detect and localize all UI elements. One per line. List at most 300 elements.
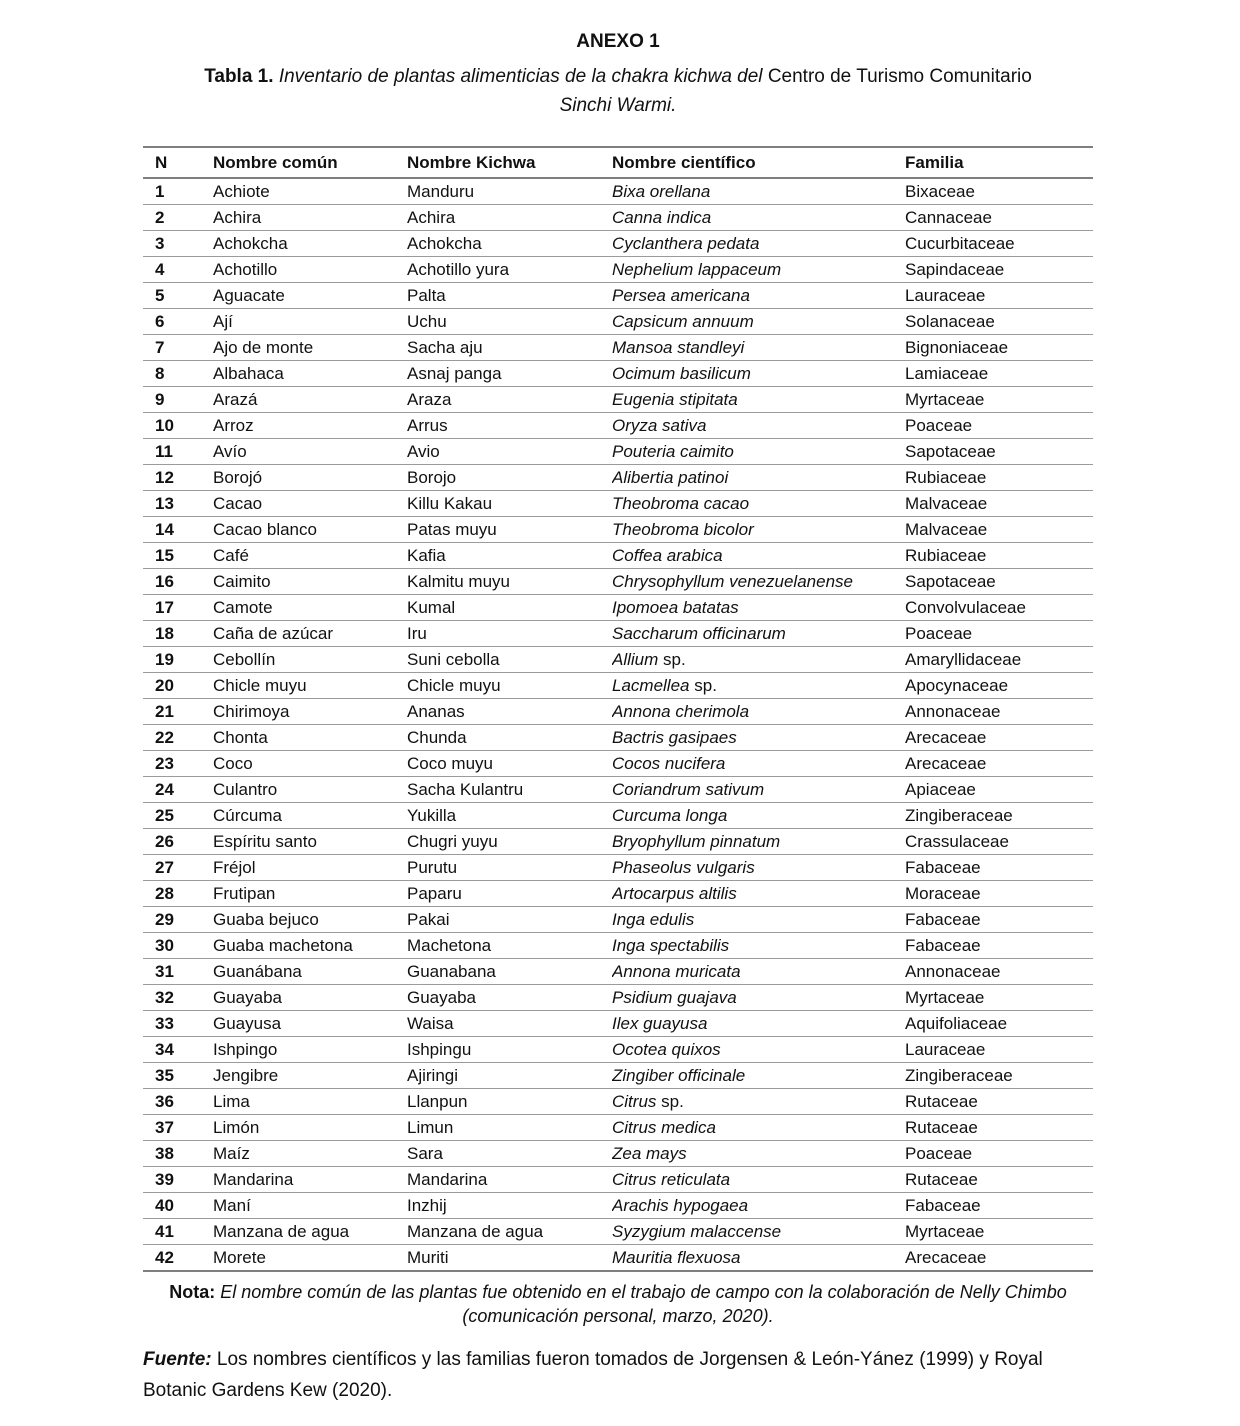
family-cell: Arecaceae — [905, 1248, 987, 1267]
header-scientific-name: Nombre científico — [612, 147, 905, 178]
scientific-name-cell — [612, 1037, 905, 1063]
caption-label: Tabla 1. — [204, 66, 274, 87]
table-row — [143, 569, 1093, 595]
row-number: 33 — [143, 1011, 213, 1037]
row-number: 10 — [143, 413, 213, 439]
common-name-cell: Coco — [213, 751, 407, 777]
family-cell: Fabaceae — [905, 1193, 1093, 1219]
family-cell: Sapotaceae — [905, 439, 1093, 465]
family-cell: Rutaceae — [905, 1167, 1093, 1193]
scientific-name-cell — [612, 933, 905, 959]
kichwa-name-cell: Machetona — [407, 933, 612, 959]
kichwa-name-cell: Coco muyu — [407, 751, 612, 777]
scientific-name-cell — [612, 465, 905, 491]
row-number: 9 — [143, 387, 213, 413]
table-row — [143, 205, 1093, 231]
source-paragraph — [143, 1344, 1093, 1406]
source-label: Fuente: — [143, 1349, 212, 1370]
scientific-name-cell — [612, 1115, 905, 1141]
common-name-cell: Chonta — [213, 725, 407, 751]
family-cell: Apiaceae — [905, 777, 1093, 803]
kichwa-name-cell: Mandarina — [407, 1167, 612, 1193]
scientific-name-cell — [612, 1011, 905, 1037]
scientific-name: Capsicum annuum — [612, 312, 754, 331]
caption-line2: Sinchi Warmi. — [559, 95, 677, 116]
common-name-cell: Cacao — [213, 491, 407, 517]
family-cell: Arecaceae — [905, 751, 1093, 777]
common-name-cell: Morete — [213, 1248, 266, 1267]
row-number: 5 — [143, 283, 213, 309]
scientific-name-cell — [612, 1219, 905, 1245]
kichwa-name-cell: Achotillo yura — [407, 257, 612, 283]
family-cell: Cannaceae — [905, 205, 1093, 231]
note-paragraph — [143, 1280, 1093, 1328]
table-row — [143, 1115, 1093, 1141]
species-abbreviation: sp. — [663, 650, 686, 669]
kichwa-name-cell: Uchu — [407, 309, 612, 335]
scientific-name: Artocarpus altilis — [612, 884, 737, 903]
row-number: 24 — [143, 777, 213, 803]
kichwa-name-cell: Chunda — [407, 725, 612, 751]
table-row — [143, 517, 1093, 543]
family-cell: Bignoniaceae — [905, 335, 1093, 361]
common-name-cell: Cúrcuma — [213, 803, 407, 829]
caption-regular-text: Centro de Turismo Comunitario — [767, 66, 1032, 87]
common-name-cell: Limón — [213, 1115, 407, 1141]
scientific-name: Inga edulis — [612, 910, 695, 929]
table-row — [143, 1089, 1093, 1115]
common-name-cell: Guayusa — [213, 1011, 407, 1037]
scientific-name: Theobroma cacao — [612, 494, 750, 513]
family-cell: Sapindaceae — [905, 257, 1093, 283]
row-number: 30 — [143, 933, 213, 959]
family-cell: Fabaceae — [905, 933, 1093, 959]
row-number: 6 — [143, 309, 213, 335]
scientific-name-cell — [612, 257, 905, 283]
row-number: 41 — [143, 1219, 213, 1245]
scientific-name: Citrus medica — [612, 1118, 716, 1137]
scientific-name-cell — [612, 491, 905, 517]
row-number: 25 — [143, 803, 213, 829]
scientific-name-cell — [612, 205, 905, 231]
row-number: 22 — [143, 725, 213, 751]
common-name-cell: Arroz — [213, 413, 407, 439]
table-row — [143, 647, 1093, 673]
common-name-cell: Cacao blanco — [213, 517, 407, 543]
kichwa-name-cell: Kalmitu muyu — [407, 569, 612, 595]
family-cell: Annonaceae — [905, 959, 1093, 985]
row-number: 38 — [143, 1141, 213, 1167]
family-cell: Apocynaceae — [905, 673, 1093, 699]
header-family: Familia — [905, 147, 1093, 178]
kichwa-name-cell: Arrus — [407, 413, 612, 439]
kichwa-name-cell: Araza — [407, 387, 612, 413]
row-number: 32 — [143, 985, 213, 1011]
scientific-name: Curcuma longa — [612, 806, 728, 825]
row-number: 1 — [143, 178, 213, 205]
table-row — [143, 1219, 1093, 1245]
family-cell: Zingiberaceae — [905, 1063, 1093, 1089]
scientific-name-cell — [612, 309, 905, 335]
table-row — [143, 933, 1093, 959]
scientific-name: Nephelium lappaceum — [612, 260, 782, 279]
caption-italic-text: Inventario de plantas alimenticias de la chakra kichwa del — [278, 66, 763, 87]
family-cell: Malvaceae — [905, 517, 1093, 543]
family-cell: Aquifoliaceae — [905, 1011, 1093, 1037]
row-number: 34 — [143, 1037, 213, 1063]
common-name-cell: Ajo de monte — [213, 335, 407, 361]
common-name-cell: Cebollín — [213, 647, 407, 673]
kichwa-name-cell: Iru — [407, 621, 612, 647]
table-row — [143, 231, 1093, 257]
scientific-name-cell — [612, 673, 905, 699]
table-row — [143, 439, 1093, 465]
table-row — [143, 829, 1093, 855]
common-name-cell: Camote — [213, 595, 407, 621]
table-row — [143, 1037, 1093, 1063]
table-row — [143, 699, 1093, 725]
scientific-name: Inga spectabilis — [612, 936, 730, 955]
scientific-name: Bryophyllum pinnatum — [612, 832, 781, 851]
kichwa-name-cell: Borojo — [407, 465, 612, 491]
family-cell: Zingiberaceae — [905, 803, 1093, 829]
kichwa-name-cell: Limun — [407, 1115, 612, 1141]
row-number: 7 — [143, 335, 213, 361]
kichwa-name-cell: Avio — [407, 439, 612, 465]
table-row — [143, 673, 1093, 699]
common-name-cell: Frutipan — [213, 881, 407, 907]
scientific-name-cell — [612, 647, 905, 673]
scientific-name-cell — [612, 413, 905, 439]
row-number: 29 — [143, 907, 213, 933]
kichwa-name-cell: Guayaba — [407, 985, 612, 1011]
family-cell: Poaceae — [905, 621, 1093, 647]
common-name-cell: Achotillo — [213, 257, 407, 283]
common-name-cell: Achiote — [213, 178, 407, 205]
row-number: 13 — [143, 491, 213, 517]
kichwa-name-cell: Muriti — [407, 1248, 449, 1267]
scientific-name-cell — [612, 1193, 905, 1219]
table-row — [143, 309, 1093, 335]
row-number: 12 — [143, 465, 213, 491]
scientific-name-cell — [612, 439, 905, 465]
family-cell: Lamiaceae — [905, 361, 1093, 387]
scientific-name: Theobroma bicolor — [612, 520, 754, 539]
family-cell: Myrtaceae — [905, 387, 1093, 413]
table-row — [143, 751, 1093, 777]
table-body — [143, 178, 1093, 1271]
family-cell: Solanaceae — [905, 309, 1093, 335]
family-cell: Moraceae — [905, 881, 1093, 907]
scientific-name-cell — [612, 699, 905, 725]
scientific-name: Bactris gasipaes — [612, 728, 737, 747]
common-name-cell: Achokcha — [213, 231, 407, 257]
scientific-name: Syzygium malaccense — [612, 1222, 782, 1241]
family-cell: Amaryllidaceae — [905, 647, 1093, 673]
scientific-name-cell — [612, 725, 905, 751]
table-row — [143, 725, 1093, 751]
kichwa-name-cell: Ajiringi — [407, 1063, 612, 1089]
common-name-cell: Mandarina — [213, 1167, 407, 1193]
scientific-name: Zea mays — [612, 1144, 687, 1163]
scientific-name: Bixa orellana — [612, 182, 711, 201]
row-number: 23 — [143, 751, 213, 777]
common-name-cell: Maíz — [213, 1141, 407, 1167]
scientific-name-cell — [612, 517, 905, 543]
row-number: 21 — [143, 699, 213, 725]
kichwa-name-cell: Llanpun — [407, 1089, 612, 1115]
table-row — [143, 335, 1093, 361]
scientific-name: Cyclanthera pedata — [612, 234, 760, 253]
scientific-name: Citrus reticulata — [612, 1170, 731, 1189]
common-name-cell: Maní — [213, 1193, 407, 1219]
species-abbreviation: sp. — [661, 1092, 684, 1111]
common-name-cell: Achira — [213, 205, 407, 231]
table-row — [143, 361, 1093, 387]
scientific-name: Canna indica — [612, 208, 712, 227]
header-n: N — [143, 147, 213, 178]
row-number: 18 — [143, 621, 213, 647]
table-row — [143, 491, 1093, 517]
table-row — [143, 413, 1093, 439]
scientific-name-cell — [612, 881, 905, 907]
kichwa-name-cell: Sacha aju — [407, 335, 612, 361]
scientific-name: Annona muricata — [612, 962, 741, 981]
kichwa-name-cell: Palta — [407, 283, 612, 309]
row-number: 11 — [143, 439, 213, 465]
scientific-name-cell — [612, 543, 905, 569]
scientific-name: Allium — [612, 650, 659, 669]
note-text: El nombre común de las plantas fue obtenido en el trabajo de campo con la colaboración de Nelly Chimbo (comunicación personal, marzo, 2020). — [220, 1282, 1067, 1326]
table-row — [143, 1141, 1093, 1167]
family-cell: Arecaceae — [905, 725, 1093, 751]
table-row — [143, 1167, 1093, 1193]
common-name-cell: Fréjol — [213, 855, 407, 881]
kichwa-name-cell: Asnaj panga — [407, 361, 612, 387]
table-row — [143, 387, 1093, 413]
kichwa-name-cell: Inzhij — [407, 1193, 612, 1219]
common-name-cell: Lima — [213, 1089, 407, 1115]
family-cell: Fabaceae — [905, 855, 1093, 881]
table-row — [143, 959, 1093, 985]
note-label: Nota: — [169, 1282, 216, 1302]
row-number: 40 — [143, 1193, 213, 1219]
table-row — [143, 465, 1093, 491]
row-number: 37 — [143, 1115, 213, 1141]
kichwa-name-cell: Killu Kakau — [407, 491, 612, 517]
scientific-name-cell — [612, 387, 905, 413]
common-name-cell: Chicle muyu — [213, 673, 407, 699]
kichwa-name-cell: Ananas — [407, 699, 612, 725]
scientific-name-cell — [612, 907, 905, 933]
scientific-name: Saccharum officinarum — [612, 624, 786, 643]
common-name-cell: Albahaca — [213, 361, 407, 387]
kichwa-name-cell: Paparu — [407, 881, 612, 907]
table-row — [143, 985, 1093, 1011]
scientific-name-cell — [612, 1141, 905, 1167]
scientific-name: Persea americana — [612, 286, 750, 305]
table-row — [143, 907, 1093, 933]
scientific-name: Citrus — [612, 1092, 657, 1111]
common-name-cell: Aguacate — [213, 283, 407, 309]
table-row — [143, 257, 1093, 283]
common-name-cell: Guaba bejuco — [213, 907, 407, 933]
common-name-cell: Jengibre — [213, 1063, 407, 1089]
row-number: 14 — [143, 517, 213, 543]
table-row — [143, 543, 1093, 569]
row-number: 20 — [143, 673, 213, 699]
common-name-cell: Guanábana — [213, 959, 407, 985]
common-name-cell: Caimito — [213, 569, 407, 595]
table-row — [143, 178, 1093, 205]
scientific-name-cell — [612, 751, 905, 777]
family-cell: Convolvulaceae — [905, 595, 1093, 621]
scientific-name: Zingiber officinale — [612, 1066, 746, 1085]
table-row — [143, 855, 1093, 881]
row-number: 26 — [143, 829, 213, 855]
table-caption — [143, 62, 1093, 120]
scientific-name: Psidium guajava — [612, 988, 737, 1007]
kichwa-name-cell: Pakai — [407, 907, 612, 933]
common-name-cell: Arazá — [213, 387, 407, 413]
family-cell: Cucurbitaceae — [905, 231, 1093, 257]
scientific-name: Chrysophyllum venezuelanense — [612, 572, 853, 591]
kichwa-name-cell: Sacha Kulantru — [407, 777, 612, 803]
family-cell: Annonaceae — [905, 699, 1093, 725]
row-number: 42 — [155, 1248, 174, 1267]
scientific-name-cell — [612, 335, 905, 361]
scientific-name-cell — [612, 1063, 905, 1089]
row-number: 19 — [143, 647, 213, 673]
scientific-name-cell — [612, 829, 905, 855]
scientific-name: Cocos nucifera — [612, 754, 726, 773]
scientific-name: Ipomoea batatas — [612, 598, 739, 617]
scientific-name: Ocotea quixos — [612, 1040, 721, 1059]
scientific-name-cell — [612, 1167, 905, 1193]
scientific-name-cell — [612, 985, 905, 1011]
source-text: Los nombres científicos y las familias fueron tomados de Jorgensen & León-Yánez (1999) y Royal Botanic Gardens Kew (2020). — [143, 1349, 1043, 1401]
kichwa-name-cell: Patas muyu — [407, 517, 612, 543]
family-cell: Rubiaceae — [905, 543, 1093, 569]
kichwa-name-cell: Kumal — [407, 595, 612, 621]
kichwa-name-cell: Kafia — [407, 543, 612, 569]
row-number: 31 — [143, 959, 213, 985]
table-header-row — [143, 147, 1093, 178]
scientific-name-cell — [612, 595, 905, 621]
table-row — [143, 595, 1093, 621]
common-name-cell: Caña de azúcar — [213, 621, 407, 647]
scientific-name-cell — [612, 569, 905, 595]
scientific-name: Coffea arabica — [612, 546, 723, 565]
kichwa-name-cell: Waisa — [407, 1011, 612, 1037]
scientific-name-cell — [612, 1089, 905, 1115]
family-cell: Poaceae — [905, 413, 1093, 439]
row-number: 39 — [143, 1167, 213, 1193]
scientific-name-cell — [612, 231, 905, 257]
row-number: 35 — [143, 1063, 213, 1089]
scientific-name-cell — [612, 283, 905, 309]
common-name-cell: Guayaba — [213, 985, 407, 1011]
scientific-name-cell — [612, 1245, 905, 1272]
scientific-name: Arachis hypogaea — [612, 1196, 749, 1215]
scientific-name: Oryza sativa — [612, 416, 707, 435]
kichwa-name-cell: Achira — [407, 205, 612, 231]
scientific-name: Eugenia stipitata — [612, 390, 738, 409]
scientific-name: Ilex guayusa — [612, 1014, 708, 1033]
header-kichwa-name: Nombre Kichwa — [407, 147, 612, 178]
kichwa-name-cell: Sara — [407, 1141, 612, 1167]
scientific-name: Ocimum basilicum — [612, 364, 751, 383]
family-cell: Myrtaceae — [905, 1219, 1093, 1245]
row-number: 36 — [143, 1089, 213, 1115]
family-cell: Rutaceae — [905, 1115, 1093, 1141]
family-cell: Rubiaceae — [905, 465, 1093, 491]
row-number: 17 — [143, 595, 213, 621]
family-cell: Myrtaceae — [905, 985, 1093, 1011]
row-number: 3 — [143, 231, 213, 257]
annex-title: ANEXO 1 — [576, 31, 660, 52]
common-name-cell: Borojó — [213, 465, 407, 491]
header-common-name: Nombre común — [213, 147, 407, 178]
row-number: 2 — [143, 205, 213, 231]
common-name-cell: Ishpingo — [213, 1037, 407, 1063]
table-row — [143, 283, 1093, 309]
table-row — [143, 881, 1093, 907]
kichwa-name-cell: Yukilla — [407, 803, 612, 829]
common-name-cell: Culantro — [213, 777, 407, 803]
common-name-cell: Avío — [213, 439, 407, 465]
common-name-cell: Guaba machetona — [213, 933, 407, 959]
scientific-name: Coriandrum sativum — [612, 780, 765, 799]
kichwa-name-cell: Suni cebolla — [407, 647, 612, 673]
species-abbreviation: sp. — [694, 676, 717, 695]
kichwa-name-cell: Achokcha — [407, 231, 612, 257]
kichwa-name-cell: Chugri yuyu — [407, 829, 612, 855]
common-name-cell: Espíritu santo — [213, 829, 407, 855]
scientific-name: Alibertia patinoi — [612, 468, 729, 487]
family-cell: Lauraceae — [905, 283, 1093, 309]
scientific-name-cell — [612, 855, 905, 881]
common-name-cell: Chirimoya — [213, 699, 407, 725]
row-number: 8 — [143, 361, 213, 387]
row-number: 4 — [143, 257, 213, 283]
caption-line1 — [204, 66, 1032, 87]
common-name-cell: Café — [213, 543, 407, 569]
scientific-name-cell — [612, 361, 905, 387]
kichwa-name-cell: Manduru — [407, 178, 612, 205]
kichwa-name-cell: Ishpingu — [407, 1037, 612, 1063]
family-cell: Poaceae — [905, 1141, 1093, 1167]
row-number: 28 — [143, 881, 213, 907]
scientific-name: Pouteria caimito — [612, 442, 734, 461]
plants-inventory-table — [143, 146, 1093, 1272]
kichwa-name-cell: Purutu — [407, 855, 612, 881]
family-cell: Rutaceae — [905, 1089, 1093, 1115]
family-cell: Bixaceae — [905, 178, 1093, 205]
scientific-name-cell — [612, 803, 905, 829]
table-row — [143, 1193, 1093, 1219]
kichwa-name-cell: Guanabana — [407, 959, 612, 985]
common-name-cell: Ají — [213, 309, 407, 335]
family-cell: Lauraceae — [905, 1037, 1093, 1063]
family-cell: Malvaceae — [905, 491, 1093, 517]
scientific-name-cell — [612, 777, 905, 803]
scientific-name-cell — [612, 621, 905, 647]
kichwa-name-cell: Manzana de agua — [407, 1219, 612, 1245]
family-cell: Fabaceae — [905, 907, 1093, 933]
family-cell: Crassulaceae — [905, 829, 1093, 855]
row-number: 16 — [143, 569, 213, 595]
